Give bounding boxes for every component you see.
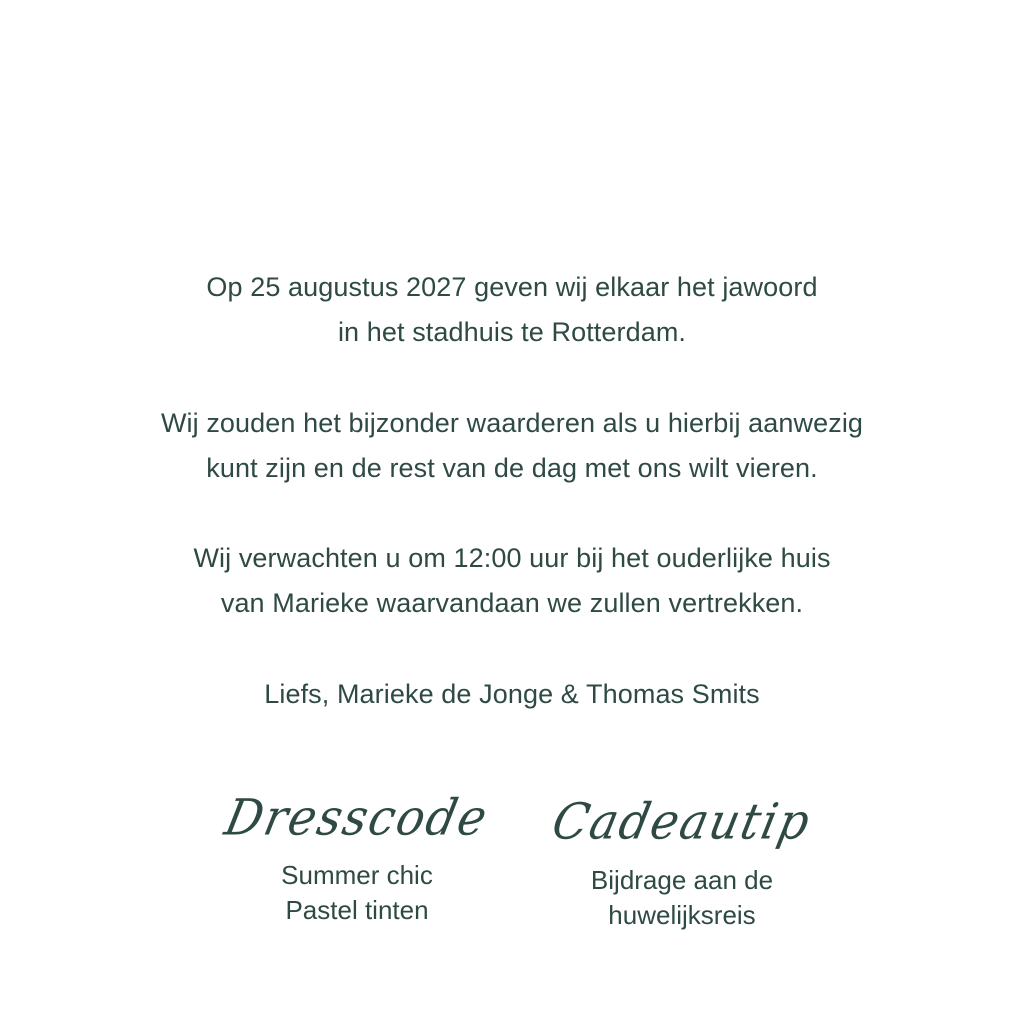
intro-line-2: in het stadhuis te Rotterdam. [337,317,687,347]
dresscode-line-2: Pastel tinten [285,895,429,925]
intro-line-1: Op 25 augustus 2027 geven wij elkaar het jawoord [206,272,818,302]
meeting-paragraph [0,536,1024,626]
closing-paragraph [0,672,1024,717]
dresscode-line-1: Summer chic [281,860,433,890]
meeting-line-2: van Marieke waarvandaan we zullen vertrekken. [220,588,804,618]
gift-line-1: Bijdrage aan de [590,865,774,895]
gift-heading: Cadeautip [547,791,817,851]
invitation-paragraph [0,401,1024,491]
meeting-line-1: Wij verwachten u om 12:00 uur bij het ouderlijke huis [193,543,831,573]
dresscode-heading: Dresscode [220,787,494,847]
intro-paragraph [0,265,1024,355]
gift-section [532,786,832,933]
dresscode-section [207,782,507,928]
closing-signature: Liefs, Marieke de Jonge & Thomas Smits [264,679,760,709]
invitation-line-2: kunt zijn en de rest van de dag met ons wilt vieren. [206,453,818,483]
gift-line-2: huwelijksreis [608,900,756,930]
invitation-line-1: Wij zouden het bijzonder waarderen als u hierbij aanwezig [160,408,864,438]
